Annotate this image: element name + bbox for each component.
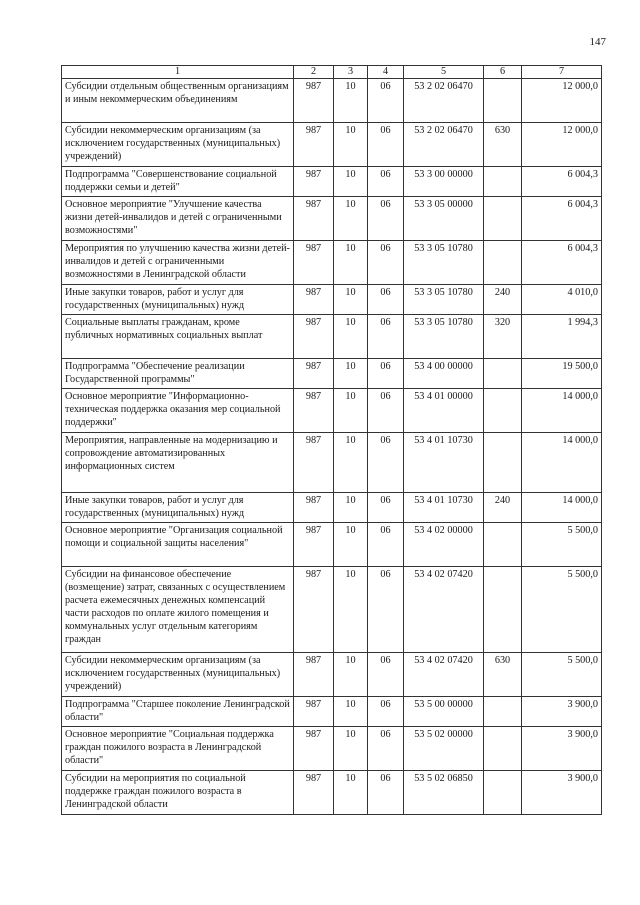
cell-expense-type: 320	[484, 315, 522, 359]
table-row	[62, 197, 602, 241]
cell-target-code: 53 3 05 10780	[404, 285, 484, 315]
cell-target-code: 53 5 02 06850	[404, 771, 484, 815]
cell-target-code: 53 4 01 10730	[404, 493, 484, 523]
header-cell-section: 3	[334, 66, 368, 79]
cell-subsection: 06	[368, 389, 404, 433]
table-row	[62, 123, 602, 167]
cell-name: Основное мероприятие "Информационно-техническая поддержка оказания мер социальной поддержки"	[62, 389, 294, 433]
table-row	[62, 79, 602, 123]
cell-section: 10	[334, 359, 368, 389]
cell-section: 10	[334, 389, 368, 433]
cell-amount: 3 900,0	[522, 727, 602, 771]
cell-name: Иные закупки товаров, работ и услуг для государственных (муниципальных) нужд	[62, 493, 294, 523]
cell-subsection: 06	[368, 167, 404, 197]
cell-expense-type	[484, 167, 522, 197]
cell-section: 10	[334, 567, 368, 653]
cell-ministry: 987	[294, 197, 334, 241]
cell-name: Основное мероприятие "Организация социальной помощи и социальной защиты населения"	[62, 523, 294, 567]
cell-section: 10	[334, 433, 368, 493]
table-row	[62, 167, 602, 197]
cell-section: 10	[334, 167, 368, 197]
cell-ministry: 987	[294, 653, 334, 697]
cell-target-code: 53 4 02 00000	[404, 523, 484, 567]
page-number: 147	[589, 36, 606, 48]
cell-target-code: 53 2 02 06470	[404, 123, 484, 167]
cell-target-code: 53 4 01 00000	[404, 389, 484, 433]
cell-name: Основное мероприятие "Социальная поддержка граждан пожилого возраста в Ленинградской области"	[62, 727, 294, 771]
cell-expense-type: 240	[484, 285, 522, 315]
cell-ministry: 987	[294, 727, 334, 771]
table-row	[62, 359, 602, 389]
table-row	[62, 315, 602, 359]
cell-amount: 14 000,0	[522, 433, 602, 493]
cell-amount: 6 004,3	[522, 241, 602, 285]
cell-name: Подпрограмма "Старшее поколение Ленинградской области"	[62, 697, 294, 727]
cell-target-code: 53 3 05 00000	[404, 197, 484, 241]
cell-section: 10	[334, 493, 368, 523]
cell-subsection: 06	[368, 241, 404, 285]
cell-ministry: 987	[294, 389, 334, 433]
cell-amount: 5 500,0	[522, 653, 602, 697]
cell-section: 10	[334, 123, 368, 167]
cell-expense-type	[484, 433, 522, 493]
cell-name: Субсидии некоммерческим организациям (за исключением государственных (муниципальных) учреждений)	[62, 123, 294, 167]
cell-subsection: 06	[368, 697, 404, 727]
cell-name: Субсидии отдельным общественным организациям и иным некоммерческим объединениям	[62, 79, 294, 123]
cell-section: 10	[334, 285, 368, 315]
cell-expense-type	[484, 389, 522, 433]
cell-ministry: 987	[294, 493, 334, 523]
cell-target-code: 53 2 02 06470	[404, 79, 484, 123]
header-cell-target-code: 5	[404, 66, 484, 79]
cell-subsection: 06	[368, 197, 404, 241]
cell-subsection: 06	[368, 771, 404, 815]
cell-expense-type	[484, 697, 522, 727]
cell-expense-type	[484, 523, 522, 567]
cell-section: 10	[334, 315, 368, 359]
cell-ministry: 987	[294, 433, 334, 493]
cell-amount: 12 000,0	[522, 79, 602, 123]
cell-name: Мероприятия по улучшению качества жизни детей-инвалидов и детей с ограниченными возможностями в Ленинградской области	[62, 241, 294, 285]
cell-subsection: 06	[368, 79, 404, 123]
cell-subsection: 06	[368, 285, 404, 315]
cell-name: Субсидии на мероприятия по социальной поддержке граждан пожилого возраста в Ленинградской области	[62, 771, 294, 815]
cell-expense-type	[484, 771, 522, 815]
cell-section: 10	[334, 727, 368, 771]
cell-ministry: 987	[294, 359, 334, 389]
header-cell-ministry: 2	[294, 66, 334, 79]
cell-target-code: 53 3 05 10780	[404, 315, 484, 359]
cell-expense-type: 630	[484, 653, 522, 697]
cell-amount: 4 010,0	[522, 285, 602, 315]
cell-subsection: 06	[368, 315, 404, 359]
cell-ministry: 987	[294, 285, 334, 315]
cell-ministry: 987	[294, 123, 334, 167]
cell-amount: 12 000,0	[522, 123, 602, 167]
table-row	[62, 727, 602, 771]
cell-ministry: 987	[294, 523, 334, 567]
cell-amount: 5 500,0	[522, 523, 602, 567]
cell-target-code: 53 4 01 10730	[404, 433, 484, 493]
cell-amount: 14 000,0	[522, 389, 602, 433]
header-row	[62, 66, 602, 79]
cell-ministry: 987	[294, 567, 334, 653]
cell-ministry: 987	[294, 241, 334, 285]
table-row	[62, 493, 602, 523]
cell-section: 10	[334, 697, 368, 727]
cell-amount: 6 004,3	[522, 197, 602, 241]
cell-section: 10	[334, 523, 368, 567]
table-row	[62, 567, 602, 653]
cell-subsection: 06	[368, 493, 404, 523]
cell-expense-type: 240	[484, 493, 522, 523]
cell-name: Социальные выплаты гражданам, кроме публичных нормативных социальных выплат	[62, 315, 294, 359]
budget-table	[61, 65, 602, 815]
cell-subsection: 06	[368, 359, 404, 389]
table-row	[62, 285, 602, 315]
cell-section: 10	[334, 197, 368, 241]
cell-expense-type	[484, 241, 522, 285]
cell-section: 10	[334, 771, 368, 815]
cell-subsection: 06	[368, 433, 404, 493]
cell-section: 10	[334, 653, 368, 697]
cell-expense-type	[484, 359, 522, 389]
cell-amount: 6 004,3	[522, 167, 602, 197]
cell-name: Субсидии на финансовое обеспечение (возмещение) затрат, связанных с осуществлением расчета ежемесячных денежных компенсаций части расходов по оплате жилого помещения и коммунальных услуг отдельным категориям граждан	[62, 567, 294, 653]
cell-subsection: 06	[368, 567, 404, 653]
cell-expense-type	[484, 727, 522, 771]
cell-name: Иные закупки товаров, работ и услуг для государственных (муниципальных) нужд	[62, 285, 294, 315]
cell-section: 10	[334, 241, 368, 285]
cell-name: Субсидии некоммерческим организациям (за исключением государственных (муниципальных) учреждений)	[62, 653, 294, 697]
cell-amount: 19 500,0	[522, 359, 602, 389]
cell-name: Основное мероприятие "Улучшение качества жизни детей-инвалидов и детей с ограниченными возможностями"	[62, 197, 294, 241]
cell-ministry: 987	[294, 315, 334, 359]
cell-target-code: 53 5 02 00000	[404, 727, 484, 771]
cell-amount: 3 900,0	[522, 771, 602, 815]
header-cell-expense-type: 6	[484, 66, 522, 79]
cell-name: Подпрограмма "Обеспечение реализации Государственной программы"	[62, 359, 294, 389]
cell-ministry: 987	[294, 167, 334, 197]
cell-ministry: 987	[294, 771, 334, 815]
header-cell-subsection: 4	[368, 66, 404, 79]
table-row	[62, 697, 602, 727]
cell-ministry: 987	[294, 79, 334, 123]
cell-target-code: 53 4 00 00000	[404, 359, 484, 389]
table-row	[62, 241, 602, 285]
cell-expense-type	[484, 79, 522, 123]
cell-amount: 5 500,0	[522, 567, 602, 653]
cell-expense-type	[484, 197, 522, 241]
cell-subsection: 06	[368, 727, 404, 771]
cell-section: 10	[334, 79, 368, 123]
cell-amount: 3 900,0	[522, 697, 602, 727]
cell-target-code: 53 3 00 00000	[404, 167, 484, 197]
cell-subsection: 06	[368, 523, 404, 567]
cell-target-code: 53 4 02 07420	[404, 567, 484, 653]
table-row	[62, 433, 602, 493]
cell-amount: 1 994,3	[522, 315, 602, 359]
cell-target-code: 53 3 05 10780	[404, 241, 484, 285]
cell-name: Подпрограмма "Совершенствование социальной поддержки семьи и детей"	[62, 167, 294, 197]
cell-ministry: 987	[294, 697, 334, 727]
header-cell-name: 1	[62, 66, 294, 79]
cell-subsection: 06	[368, 653, 404, 697]
header-cell-amount: 7	[522, 66, 602, 79]
cell-target-code: 53 4 02 07420	[404, 653, 484, 697]
cell-target-code: 53 5 00 00000	[404, 697, 484, 727]
table-row	[62, 523, 602, 567]
table-row	[62, 389, 602, 433]
cell-expense-type: 630	[484, 123, 522, 167]
cell-amount: 14 000,0	[522, 493, 602, 523]
cell-name: Мероприятия, направленные на модернизацию и сопровождение автоматизированных информационных систем	[62, 433, 294, 493]
cell-subsection: 06	[368, 123, 404, 167]
table-row	[62, 771, 602, 815]
cell-expense-type	[484, 567, 522, 653]
table-row	[62, 653, 602, 697]
